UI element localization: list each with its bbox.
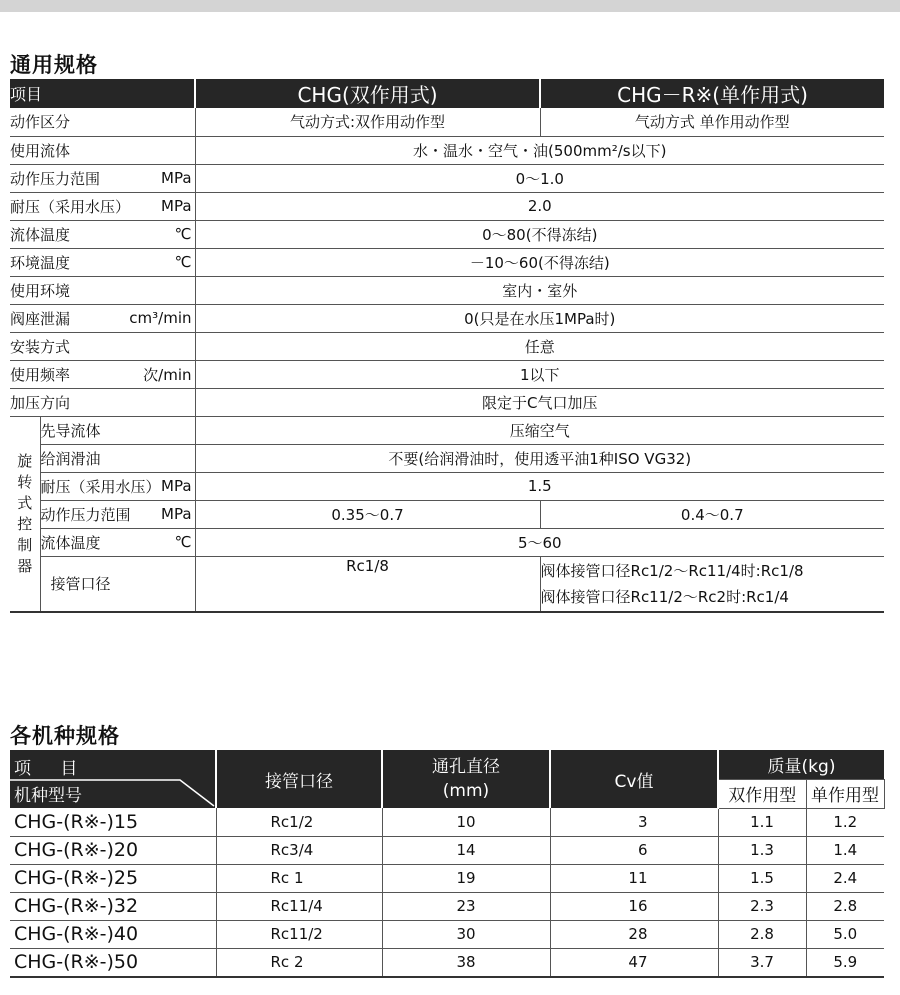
row-label-cell [10, 248, 195, 276]
model-name: CHG-(R※-)20 [10, 836, 216, 864]
spec-row [10, 108, 884, 136]
row-label-wrap [41, 476, 195, 497]
rotary-group-char: 旋 [17, 451, 33, 470]
row-label-cell [10, 108, 195, 136]
row-label-cell [10, 304, 195, 332]
model-weight-single: 1.4 [806, 836, 884, 864]
header-mass: 质量(kg) [718, 750, 884, 779]
spec-row [10, 220, 884, 248]
spec-row [10, 388, 884, 416]
pipe-value-single-line2: 阀体接管口径Rc11/2〜Rc2时:Rc1/4 [540, 587, 789, 606]
row-label-wrap [10, 196, 195, 217]
row-unit: MPa [161, 197, 192, 215]
row-label-wrap [10, 308, 195, 329]
row-label-wrap [10, 392, 195, 413]
model-bore: 14 [382, 836, 550, 864]
row-label-cell [10, 220, 195, 248]
spec-value-double: 气动方式:双作用动作型 [195, 108, 540, 136]
spec-value: 任意 [195, 332, 884, 360]
model-pipe: Rc 1 [216, 864, 382, 892]
rotary-group-char: 转 [17, 472, 33, 491]
pipe-value-single-line1: 阀体接管口径Rc1/2〜Rc11/4时:Rc1/8 [540, 561, 804, 580]
model-cv: 3 [550, 808, 718, 836]
spec-row [10, 164, 884, 192]
header-cv: Cv值 [550, 750, 718, 808]
row-label: 动作压力范围 [10, 169, 101, 188]
rotary-row [10, 444, 884, 472]
model-weight-double: 1.1 [718, 808, 806, 836]
spec-value: －10〜60(不得冻结) [195, 248, 884, 276]
header-single-acting: CHG－R※(单作用式) [540, 79, 884, 108]
row-label-wrap [10, 364, 195, 385]
model-name: CHG-(R※-)50 [10, 948, 216, 977]
model-row [10, 892, 884, 920]
model-bore: 10 [382, 808, 550, 836]
header-bore-line1: 通孔直径 [432, 757, 500, 777]
model-weight-double: 1.5 [718, 864, 806, 892]
row-unit: ℃ [174, 533, 192, 551]
header-pipe: 接管口径 [216, 750, 382, 808]
rotary-value: 1.5 [195, 472, 884, 500]
spec-value: 0〜80(不得冻结) [195, 220, 884, 248]
model-pipe: Rc3/4 [216, 836, 382, 864]
row-label-cell [10, 164, 195, 192]
row-label: 环境温度 [10, 253, 71, 272]
model-pipe: Rc11/4 [216, 892, 382, 920]
spec-row [10, 136, 884, 164]
spec-row [10, 248, 884, 276]
row-label: 先导流体 [40, 421, 101, 440]
row-label: 流体温度 [10, 225, 71, 244]
row-unit: MPa [161, 169, 192, 187]
header-mass-double: 双作用型 [718, 779, 806, 808]
model-spec-table [10, 750, 885, 978]
spec-row [10, 304, 884, 332]
row-label-wrap [41, 504, 195, 525]
row-label-cell [10, 136, 195, 164]
row-label-cell [40, 444, 195, 472]
model-weight-single: 5.0 [806, 920, 884, 948]
model-name: CHG-(R※-)32 [10, 892, 216, 920]
row-unit: cm³/min [129, 309, 192, 327]
model-row [10, 864, 884, 892]
spec-row [10, 192, 884, 220]
spec-value: 水・温水・空气・油(500mm²/s以下) [195, 136, 884, 164]
spec-value: 1以下 [195, 360, 884, 388]
row-label-wrap [10, 168, 195, 189]
rotary-group-char: 式 [17, 493, 33, 512]
model-cv: 28 [550, 920, 718, 948]
rotary-value: 不要(给润滑油时，使用透平油1种ISO VG32) [195, 444, 884, 472]
model-name: CHG-(R※-)25 [10, 864, 216, 892]
model-cv: 16 [550, 892, 718, 920]
model-weight-double: 2.3 [718, 892, 806, 920]
header-bore [382, 750, 550, 808]
model-cv: 11 [550, 864, 718, 892]
row-label-wrap [10, 336, 195, 357]
row-label-wrap [10, 252, 195, 273]
rotary-row [10, 416, 884, 444]
model-weight-single: 5.9 [806, 948, 884, 977]
row-label-wrap [10, 280, 195, 301]
model-pipe: Rc11/2 [216, 920, 382, 948]
header-item: 项目 [10, 79, 195, 108]
model-name: CHG-(R※-)40 [10, 920, 216, 948]
model-row [10, 948, 884, 977]
row-label-cell [10, 360, 195, 388]
rotary-group-char: 控 [17, 514, 33, 533]
row-label-wrap [41, 532, 195, 553]
row-label-cell [10, 192, 195, 220]
row-label-wrap [10, 140, 195, 161]
row-label-wrap [10, 111, 195, 132]
pipe-value-single [540, 556, 884, 612]
model-name: CHG-(R※-)15 [10, 808, 216, 836]
spec-value: 限定于C气口加压 [195, 388, 884, 416]
row-unit: MPa [161, 505, 192, 523]
header-model: 机种型号 [14, 786, 82, 806]
general-spec-title: 通用规格 [10, 53, 98, 77]
model-bore: 23 [382, 892, 550, 920]
model-row [10, 836, 884, 864]
top-bar [0, 0, 900, 12]
model-row [10, 808, 884, 836]
model-weight-single: 1.2 [806, 808, 884, 836]
spec-value: 0(只是在水压1MPa时) [195, 304, 884, 332]
model-pipe: Rc1/2 [216, 808, 382, 836]
general-spec-table [10, 79, 884, 613]
model-cv: 47 [550, 948, 718, 977]
row-label-cell [40, 416, 195, 444]
row-unit: ℃ [174, 225, 192, 243]
model-bore: 38 [382, 948, 550, 977]
row-label: 流体温度 [40, 533, 101, 552]
rotary-value: 压缩空气 [195, 416, 884, 444]
row-label: 使用环境 [10, 281, 71, 300]
row-label: 安装方式 [10, 337, 71, 356]
model-spec-title: 各机种规格 [10, 724, 120, 748]
header-double-acting: CHG(双作用式) [195, 79, 540, 108]
spec-value: 0〜1.0 [195, 164, 884, 192]
rotary-value: 5〜60 [195, 528, 884, 556]
rotary-group-label [10, 416, 40, 612]
model-bore: 19 [382, 864, 550, 892]
header-item: 项 目 [14, 759, 90, 779]
model-weight-single: 2.4 [806, 864, 884, 892]
rotary-row [10, 472, 884, 500]
row-unit: 次/min [143, 365, 192, 384]
row-label-cell [40, 472, 195, 500]
row-label-wrap [41, 448, 195, 469]
rotary-value-single: 0.4〜0.7 [540, 500, 884, 528]
rotary-value-double: 0.35〜0.7 [195, 500, 540, 528]
header-item-model-cell [10, 750, 216, 808]
pipe-value-double: Rc1/8 [195, 556, 540, 612]
row-label-cell [40, 528, 195, 556]
spec-row [10, 276, 884, 304]
row-label-cell [10, 332, 195, 360]
spec-value: 室内・室外 [195, 276, 884, 304]
row-label-wrap [41, 420, 195, 441]
model-weight-double: 1.3 [718, 836, 806, 864]
row-label-cell [10, 276, 195, 304]
row-unit: MPa [161, 477, 192, 495]
model-weight-single: 2.8 [806, 892, 884, 920]
pipe-label: 接管口径 [40, 556, 195, 612]
row-label: 使用流体 [10, 141, 71, 160]
row-label-cell [40, 500, 195, 528]
row-label: 使用频率 [10, 365, 71, 384]
rotary-row [10, 500, 884, 528]
spec-row [10, 360, 884, 388]
spec-value-single: 气动方式 单作用动作型 [540, 108, 884, 136]
row-label: 动作区分 [10, 113, 71, 132]
row-label: 给润滑油 [40, 449, 101, 468]
model-header-row-1 [10, 750, 884, 779]
model-pipe: Rc 2 [216, 948, 382, 977]
model-weight-double: 2.8 [718, 920, 806, 948]
row-unit: ℃ [174, 253, 192, 271]
model-cv: 6 [550, 836, 718, 864]
row-label-cell [10, 388, 195, 416]
header-bore-line2: (mm) [442, 781, 490, 801]
model-row [10, 920, 884, 948]
model-weight-double: 3.7 [718, 948, 806, 977]
rotary-group-char: 器 [17, 556, 33, 575]
row-label: 动作压力范围 [40, 505, 131, 524]
header-mass-single: 单作用型 [806, 779, 884, 808]
spec-row [10, 332, 884, 360]
row-label: 耐压（采用水压） [40, 477, 161, 496]
rotary-row [10, 528, 884, 556]
model-bore: 30 [382, 920, 550, 948]
row-label-wrap [10, 224, 195, 245]
general-spec-header [10, 79, 884, 108]
rotary-pipe-row [10, 556, 884, 612]
rotary-group-char: 制 [17, 535, 33, 554]
spec-value: 2.0 [195, 192, 884, 220]
row-label: 加压方向 [10, 393, 71, 412]
row-label: 耐压（采用水压） [10, 197, 131, 216]
row-label: 阀座泄漏 [10, 309, 71, 328]
